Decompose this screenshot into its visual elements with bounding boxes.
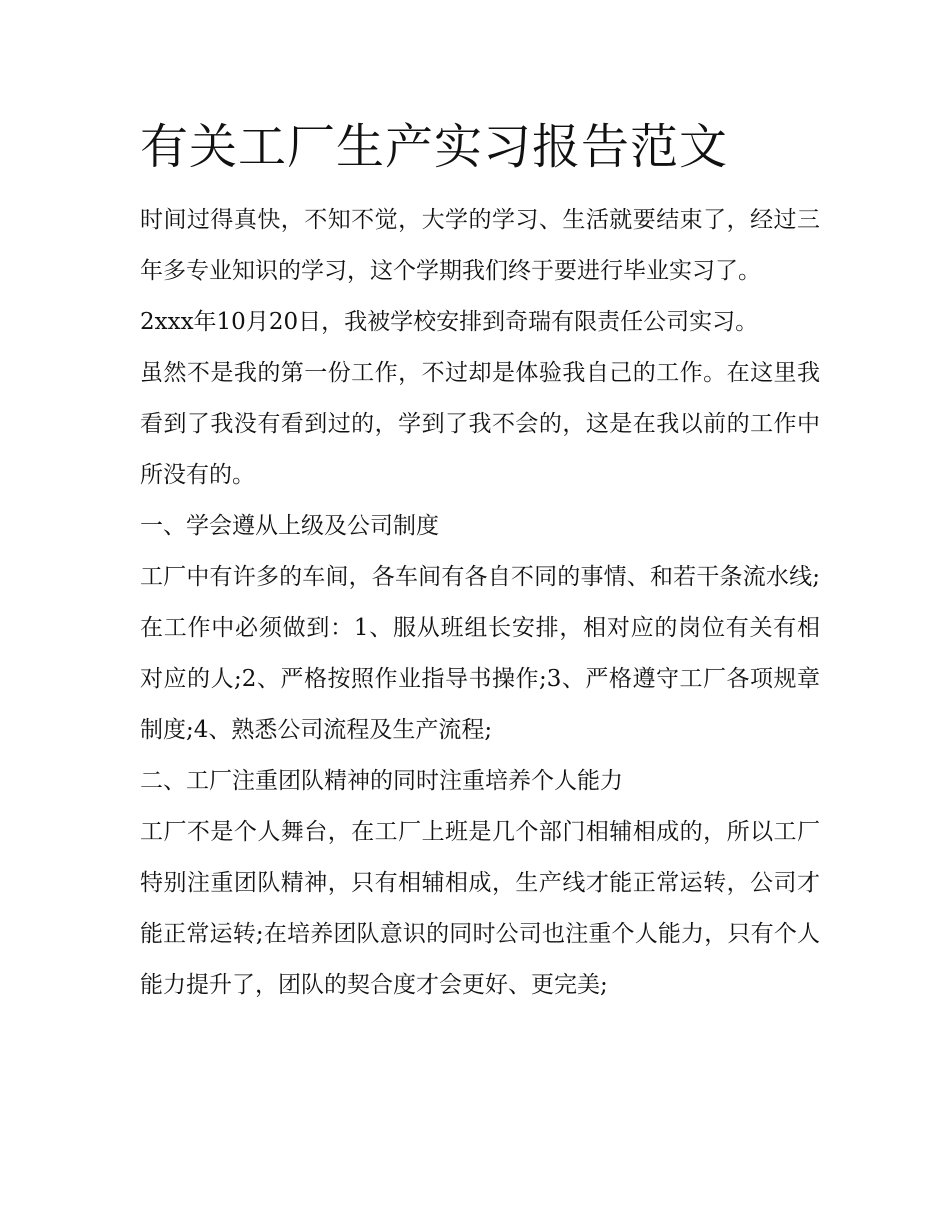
paragraph-intro: 时间过得真快，不知不觉，大学的学习、生活就要结束了，经过三年多专业知识的学习，这个学期我们终于要进行毕业实习了。 bbox=[140, 207, 820, 284]
paragraph-rules: 工厂中有许多的车间，各车间有各自不同的事情、和若干条流水线;在工作中必须做到：1、服从班组长安排，相对应的岗位有关有相对应的人;2、严格按照作业指导书操作;3、严格遵守工厂各项规章制度;4、熟悉公司流程及生产流程; bbox=[140, 564, 820, 743]
paragraph-list bbox=[140, 195, 820, 1011]
document-body bbox=[140, 112, 820, 1011]
section-heading-rules: 一、学会遵从上级及公司制度 bbox=[140, 513, 439, 539]
paragraph-internship-date: 2xxx年10月20日，我被学校安排到奇瑞有限责任公司实习。 bbox=[140, 309, 759, 335]
document-title: 有关工厂生产实习报告范文 bbox=[140, 119, 729, 175]
section-heading-teamwork: 二、工厂注重团队精神的同时注重培养个人能力 bbox=[140, 768, 623, 794]
paragraph-teamwork: 工厂不是个人舞台，在工厂上班是几个部门相辅相成的，所以工厂特别注重团队精神，只有相辅相成，生产线才能正常运转，公司才能正常运转;在培养团队意识的同时公司也注重个人能力，只有个人能力提升了，团队的契合度才会更好、更完美; bbox=[140, 819, 820, 998]
paragraph-experience: 虽然不是我的第一份工作，不过却是体验我自己的工作。在这里我看到了我没有看到过的，学到了我不会的，这是在我以前的工作中所没有的。 bbox=[140, 360, 820, 488]
